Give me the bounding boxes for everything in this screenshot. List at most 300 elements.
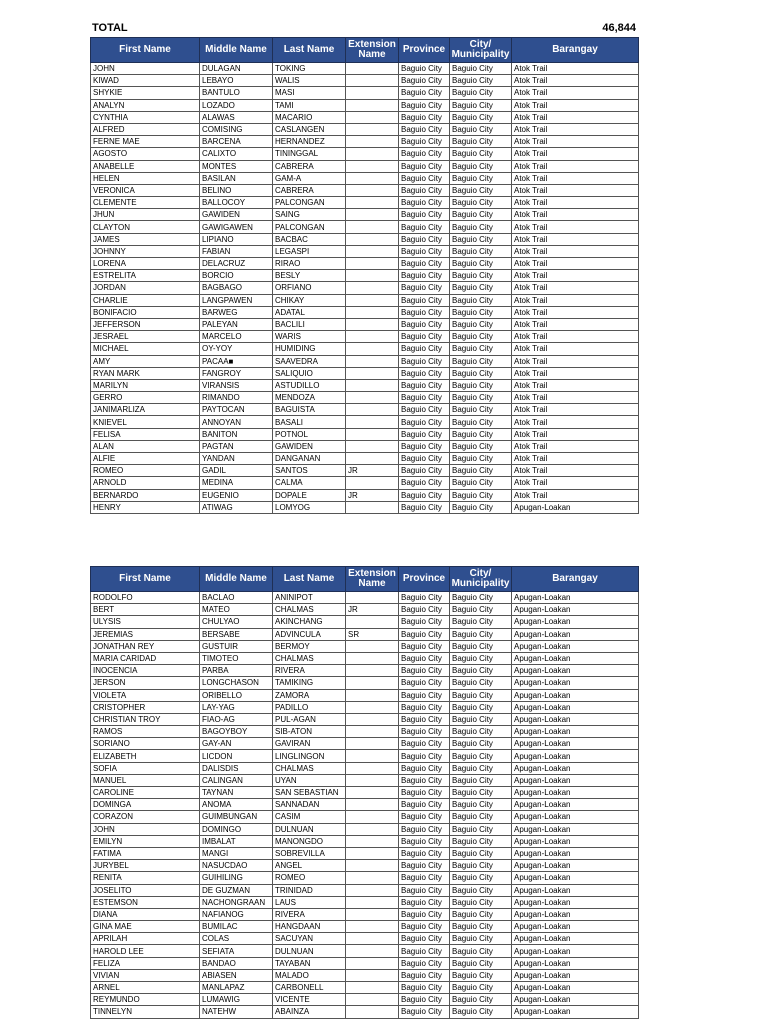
cell-province: Baguio City	[399, 123, 450, 135]
cell-last-name: TININGGAL	[273, 148, 346, 160]
cell-first-name: FATIMA	[91, 847, 200, 859]
cell-middle-name: PALEYAN	[200, 318, 273, 330]
cell-barangay: Apugan-Loakan	[512, 640, 639, 652]
beneficiary-table-2	[90, 566, 639, 1019]
cell-barangay: Apugan-Loakan	[512, 774, 639, 786]
cell-first-name: VIVIAN	[91, 969, 200, 981]
table-row	[91, 689, 639, 701]
cell-first-name: ELIZABETH	[91, 750, 200, 762]
cell-first-name: GINA MAE	[91, 921, 200, 933]
cell-barangay: Atok Trail	[512, 355, 639, 367]
cell-middle-name: MANLAPAZ	[200, 982, 273, 994]
cell-last-name: CHIKAY	[273, 294, 346, 306]
column-header-city-municipality: City/ Municipality	[450, 567, 512, 592]
cell-last-name: WARIS	[273, 331, 346, 343]
cell-province: Baguio City	[399, 628, 450, 640]
cell-middle-name: DOMINGO	[200, 823, 273, 835]
cell-barangay: Atok Trail	[512, 343, 639, 355]
cell-first-name: HENRY	[91, 501, 200, 513]
cell-city-municipality: Baguio City	[450, 184, 512, 196]
cell-barangay: Apugan-Loakan	[512, 701, 639, 713]
cell-province: Baguio City	[399, 379, 450, 391]
cell-province: Baguio City	[399, 652, 450, 664]
cell-extension-name	[346, 209, 399, 221]
table-row	[91, 99, 639, 111]
cell-middle-name: LIPIANO	[200, 233, 273, 245]
table-header	[91, 567, 639, 592]
cell-province: Baguio City	[399, 306, 450, 318]
cell-city-municipality: Baguio City	[450, 872, 512, 884]
cell-extension-name	[346, 343, 399, 355]
cell-extension-name	[346, 355, 399, 367]
cell-first-name: EMILYN	[91, 835, 200, 847]
cell-city-municipality: Baguio City	[450, 665, 512, 677]
cell-first-name: FERNE MAE	[91, 136, 200, 148]
cell-first-name: TINNELYN	[91, 1006, 200, 1018]
cell-extension-name	[346, 774, 399, 786]
cell-barangay: Atok Trail	[512, 136, 639, 148]
cell-barangay: Atok Trail	[512, 367, 639, 379]
cell-first-name: ARNOLD	[91, 477, 200, 489]
cell-middle-name: LONGCHASON	[200, 677, 273, 689]
cell-extension-name	[346, 713, 399, 725]
table-row	[91, 63, 639, 75]
table-row	[91, 465, 639, 477]
cell-middle-name: NATEHW	[200, 1006, 273, 1018]
table-row	[91, 343, 639, 355]
cell-city-municipality: Baguio City	[450, 111, 512, 123]
cell-barangay: Atok Trail	[512, 379, 639, 391]
cell-barangay: Atok Trail	[512, 87, 639, 99]
cell-middle-name: BALLOCOY	[200, 197, 273, 209]
cell-province: Baguio City	[399, 111, 450, 123]
cell-first-name: ARNEL	[91, 982, 200, 994]
table-row	[91, 306, 639, 318]
column-header-middle-name: Middle Name	[200, 38, 273, 63]
cell-first-name: CAROLINE	[91, 787, 200, 799]
cell-last-name: MANONGDO	[273, 835, 346, 847]
table-row	[91, 799, 639, 811]
cell-barangay: Apugan-Loakan	[512, 762, 639, 774]
cell-middle-name: LICDON	[200, 750, 273, 762]
cell-extension-name: JR	[346, 604, 399, 616]
table-row	[91, 245, 639, 257]
cell-extension-name	[346, 367, 399, 379]
table-row	[91, 282, 639, 294]
cell-city-municipality: Baguio City	[450, 209, 512, 221]
cell-province: Baguio City	[399, 872, 450, 884]
table-row	[91, 148, 639, 160]
cell-province: Baguio City	[399, 921, 450, 933]
cell-last-name: WALIS	[273, 75, 346, 87]
cell-barangay: Apugan-Loakan	[512, 957, 639, 969]
cell-province: Baguio City	[399, 392, 450, 404]
cell-city-municipality: Baguio City	[450, 969, 512, 981]
cell-extension-name	[346, 884, 399, 896]
cell-middle-name: GUIHILING	[200, 872, 273, 884]
cell-extension-name	[346, 616, 399, 628]
cell-city-municipality: Baguio City	[450, 835, 512, 847]
cell-first-name: JHUN	[91, 209, 200, 221]
cell-city-municipality: Baguio City	[450, 379, 512, 391]
cell-barangay: Apugan-Loakan	[512, 847, 639, 859]
cell-barangay: Atok Trail	[512, 233, 639, 245]
cell-extension-name	[346, 270, 399, 282]
column-header-extension-name: Extension Name	[346, 38, 399, 63]
cell-first-name: JEFFERSON	[91, 318, 200, 330]
cell-province: Baguio City	[399, 99, 450, 111]
cell-middle-name: BANDAO	[200, 957, 273, 969]
table-row	[91, 933, 639, 945]
cell-extension-name	[346, 294, 399, 306]
cell-middle-name: LOZADO	[200, 99, 273, 111]
cell-province: Baguio City	[399, 477, 450, 489]
cell-extension-name	[346, 957, 399, 969]
table-row	[91, 701, 639, 713]
table-row	[91, 640, 639, 652]
cell-city-municipality: Baguio City	[450, 331, 512, 343]
cell-first-name: VERONICA	[91, 184, 200, 196]
cell-first-name: ESTRELITA	[91, 270, 200, 282]
cell-middle-name: COMISING	[200, 123, 273, 135]
cell-middle-name: TAYNAN	[200, 787, 273, 799]
cell-middle-name: FIAO-AG	[200, 713, 273, 725]
cell-extension-name	[346, 318, 399, 330]
cell-barangay: Apugan-Loakan	[512, 1006, 639, 1018]
cell-extension-name	[346, 160, 399, 172]
cell-barangay: Atok Trail	[512, 245, 639, 257]
cell-barangay: Apugan-Loakan	[512, 652, 639, 664]
cell-last-name: ANGEL	[273, 860, 346, 872]
cell-city-municipality: Baguio City	[450, 1006, 512, 1018]
cell-province: Baguio City	[399, 896, 450, 908]
cell-middle-name: PARBA	[200, 665, 273, 677]
cell-middle-name: BACLAO	[200, 592, 273, 604]
cell-extension-name	[346, 921, 399, 933]
table-row	[91, 945, 639, 957]
cell-city-municipality: Baguio City	[450, 774, 512, 786]
cell-city-municipality: Baguio City	[450, 982, 512, 994]
cell-city-municipality: Baguio City	[450, 428, 512, 440]
table-row	[91, 233, 639, 245]
table-row	[91, 908, 639, 920]
cell-last-name: CASIM	[273, 811, 346, 823]
cell-middle-name: GAY-AN	[200, 738, 273, 750]
cell-last-name: UYAN	[273, 774, 346, 786]
cell-extension-name	[346, 823, 399, 835]
cell-first-name: JOHN	[91, 63, 200, 75]
cell-first-name: MICHAEL	[91, 343, 200, 355]
column-header-first-name: First Name	[91, 567, 200, 592]
cell-barangay: Atok Trail	[512, 209, 639, 221]
column-header-barangay: Barangay	[512, 38, 639, 63]
cell-first-name: JERSON	[91, 677, 200, 689]
cell-barangay: Apugan-Loakan	[512, 994, 639, 1006]
total-row	[90, 22, 638, 36]
cell-extension-name	[346, 75, 399, 87]
cell-barangay: Apugan-Loakan	[512, 738, 639, 750]
cell-first-name: JONATHAN REY	[91, 640, 200, 652]
cell-city-municipality: Baguio City	[450, 945, 512, 957]
cell-last-name: PALCONGAN	[273, 221, 346, 233]
cell-middle-name: DALISDIS	[200, 762, 273, 774]
table-row	[91, 440, 639, 452]
cell-extension-name	[346, 453, 399, 465]
cell-city-municipality: Baguio City	[450, 787, 512, 799]
cell-barangay: Apugan-Loakan	[512, 908, 639, 920]
table-row	[91, 355, 639, 367]
cell-province: Baguio City	[399, 258, 450, 270]
cell-barangay: Apugan-Loakan	[512, 982, 639, 994]
table-row	[91, 258, 639, 270]
cell-extension-name	[346, 860, 399, 872]
table-row	[91, 982, 639, 994]
cell-last-name: GAVIRAN	[273, 738, 346, 750]
cell-middle-name: GUSTUIR	[200, 640, 273, 652]
cell-first-name: JEREMIAS	[91, 628, 200, 640]
cell-extension-name	[346, 440, 399, 452]
beneficiary-table-2-container	[90, 566, 638, 1019]
cell-extension-name	[346, 416, 399, 428]
cell-middle-name: GAWIGAWEN	[200, 221, 273, 233]
total-value: 46,844	[602, 22, 636, 34]
cell-middle-name: MATEO	[200, 604, 273, 616]
cell-extension-name	[346, 245, 399, 257]
cell-city-municipality: Baguio City	[450, 592, 512, 604]
cell-extension-name	[346, 592, 399, 604]
cell-last-name: ABAINZA	[273, 1006, 346, 1018]
cell-province: Baguio City	[399, 1006, 450, 1018]
cell-barangay: Apugan-Loakan	[512, 811, 639, 823]
cell-city-municipality: Baguio City	[450, 640, 512, 652]
cell-middle-name: IMBALAT	[200, 835, 273, 847]
table-row	[91, 713, 639, 725]
cell-first-name: JORDAN	[91, 282, 200, 294]
cell-last-name: MACARIO	[273, 111, 346, 123]
cell-province: Baguio City	[399, 616, 450, 628]
cell-extension-name	[346, 379, 399, 391]
cell-extension-name	[346, 726, 399, 738]
cell-barangay: Atok Trail	[512, 184, 639, 196]
cell-city-municipality: Baguio City	[450, 884, 512, 896]
column-header-barangay: Barangay	[512, 567, 639, 592]
cell-barangay: Atok Trail	[512, 477, 639, 489]
cell-last-name: CASLANGEN	[273, 123, 346, 135]
cell-province: Baguio City	[399, 428, 450, 440]
cell-province: Baguio City	[399, 994, 450, 1006]
cell-middle-name: ANNOYAN	[200, 416, 273, 428]
cell-city-municipality: Baguio City	[450, 726, 512, 738]
cell-last-name: VICENTE	[273, 994, 346, 1006]
cell-barangay: Apugan-Loakan	[512, 677, 639, 689]
table-row	[91, 1006, 639, 1018]
cell-last-name: LINGLINGON	[273, 750, 346, 762]
cell-province: Baguio City	[399, 87, 450, 99]
cell-city-municipality: Baguio City	[450, 701, 512, 713]
cell-province: Baguio City	[399, 318, 450, 330]
cell-middle-name: BANTULO	[200, 87, 273, 99]
cell-last-name: SALIQUIO	[273, 367, 346, 379]
cell-last-name: CABRERA	[273, 160, 346, 172]
cell-last-name: DULNUAN	[273, 945, 346, 957]
cell-middle-name: RIMANDO	[200, 392, 273, 404]
cell-barangay: Atok Trail	[512, 392, 639, 404]
cell-province: Baguio City	[399, 489, 450, 501]
cell-first-name: ROMEO	[91, 465, 200, 477]
cell-province: Baguio City	[399, 270, 450, 282]
cell-first-name: CRISTOPHER	[91, 701, 200, 713]
table-row	[91, 111, 639, 123]
cell-province: Baguio City	[399, 726, 450, 738]
cell-last-name: SANNADAN	[273, 799, 346, 811]
cell-barangay: Apugan-Loakan	[512, 884, 639, 896]
cell-last-name: HERNANDEZ	[273, 136, 346, 148]
cell-city-municipality: Baguio City	[450, 392, 512, 404]
cell-province: Baguio City	[399, 908, 450, 920]
cell-first-name: RAMOS	[91, 726, 200, 738]
table-row	[91, 592, 639, 604]
cell-last-name: AKINCHANG	[273, 616, 346, 628]
cell-province: Baguio City	[399, 197, 450, 209]
cell-city-municipality: Baguio City	[450, 908, 512, 920]
cell-last-name: DULNUAN	[273, 823, 346, 835]
cell-last-name: ADVINCULA	[273, 628, 346, 640]
table-row	[91, 860, 639, 872]
cell-last-name: PADILLO	[273, 701, 346, 713]
cell-extension-name	[346, 197, 399, 209]
cell-extension-name	[346, 1006, 399, 1018]
cell-extension-name	[346, 136, 399, 148]
cell-city-municipality: Baguio City	[450, 921, 512, 933]
cell-barangay: Atok Trail	[512, 160, 639, 172]
cell-extension-name	[346, 404, 399, 416]
cell-city-municipality: Baguio City	[450, 160, 512, 172]
cell-last-name: BESLY	[273, 270, 346, 282]
cell-barangay: Atok Trail	[512, 123, 639, 135]
table-row	[91, 823, 639, 835]
cell-last-name: ROMEO	[273, 872, 346, 884]
table-row	[91, 428, 639, 440]
table-row	[91, 896, 639, 908]
cell-barangay: Atok Trail	[512, 63, 639, 75]
cell-barangay: Atok Trail	[512, 197, 639, 209]
table-header	[91, 38, 639, 63]
cell-province: Baguio City	[399, 701, 450, 713]
cell-last-name: ZAMORA	[273, 689, 346, 701]
table-row	[91, 616, 639, 628]
cell-province: Baguio City	[399, 592, 450, 604]
cell-middle-name: CHULYAO	[200, 616, 273, 628]
cell-barangay: Atok Trail	[512, 440, 639, 452]
table-row	[91, 477, 639, 489]
cell-extension-name	[346, 908, 399, 920]
table-row	[91, 75, 639, 87]
cell-first-name: ALAN	[91, 440, 200, 452]
cell-city-municipality: Baguio City	[450, 404, 512, 416]
cell-province: Baguio City	[399, 465, 450, 477]
cell-first-name: AGOSTO	[91, 148, 200, 160]
cell-first-name: BERT	[91, 604, 200, 616]
cell-first-name: JANIMARLIZA	[91, 404, 200, 416]
cell-province: Baguio City	[399, 148, 450, 160]
cell-city-municipality: Baguio City	[450, 811, 512, 823]
column-header-province: Province	[399, 38, 450, 63]
cell-extension-name	[346, 896, 399, 908]
total-label: TOTAL	[92, 22, 128, 34]
cell-middle-name: BARCENA	[200, 136, 273, 148]
cell-barangay: Atok Trail	[512, 148, 639, 160]
cell-extension-name	[346, 99, 399, 111]
cell-province: Baguio City	[399, 282, 450, 294]
cell-last-name: BERMOY	[273, 640, 346, 652]
cell-middle-name: COLAS	[200, 933, 273, 945]
cell-city-municipality: Baguio City	[450, 87, 512, 99]
cell-last-name: HANGDAAN	[273, 921, 346, 933]
cell-first-name: CLEMENTE	[91, 197, 200, 209]
cell-province: Baguio City	[399, 294, 450, 306]
cell-province: Baguio City	[399, 331, 450, 343]
cell-city-municipality: Baguio City	[450, 136, 512, 148]
cell-first-name: BERNARDO	[91, 489, 200, 501]
cell-first-name: ESTEMSON	[91, 896, 200, 908]
cell-barangay: Atok Trail	[512, 428, 639, 440]
cell-middle-name: MANGI	[200, 847, 273, 859]
cell-first-name: RENITA	[91, 872, 200, 884]
cell-barangay: Atok Trail	[512, 221, 639, 233]
cell-first-name: MARILYN	[91, 379, 200, 391]
cell-middle-name: EUGENIO	[200, 489, 273, 501]
column-header-last-name: Last Name	[273, 38, 346, 63]
cell-middle-name: MONTES	[200, 160, 273, 172]
cell-middle-name: MARCELO	[200, 331, 273, 343]
cell-first-name: INOCENCIA	[91, 665, 200, 677]
cell-city-municipality: Baguio City	[450, 270, 512, 282]
cell-last-name: CARBONELL	[273, 982, 346, 994]
table-row	[91, 270, 639, 282]
table-row	[91, 604, 639, 616]
cell-city-municipality: Baguio City	[450, 489, 512, 501]
cell-province: Baguio City	[399, 604, 450, 616]
cell-first-name: ANABELLE	[91, 160, 200, 172]
cell-barangay: Apugan-Loakan	[512, 872, 639, 884]
cell-province: Baguio City	[399, 209, 450, 221]
cell-barangay: Atok Trail	[512, 489, 639, 501]
cell-province: Baguio City	[399, 750, 450, 762]
column-header-middle-name: Middle Name	[200, 567, 273, 592]
cell-city-municipality: Baguio City	[450, 896, 512, 908]
cell-last-name: GAM-A	[273, 172, 346, 184]
cell-extension-name	[346, 428, 399, 440]
cell-extension-name	[346, 87, 399, 99]
cell-middle-name: GUIMBUNGAN	[200, 811, 273, 823]
cell-barangay: Atok Trail	[512, 111, 639, 123]
cell-barangay: Apugan-Loakan	[512, 921, 639, 933]
cell-barangay: Apugan-Loakan	[512, 896, 639, 908]
cell-city-municipality: Baguio City	[450, 860, 512, 872]
cell-last-name: SAAVEDRA	[273, 355, 346, 367]
cell-middle-name: GADIL	[200, 465, 273, 477]
cell-first-name: HELEN	[91, 172, 200, 184]
column-header-first-name: First Name	[91, 38, 200, 63]
cell-first-name: JOHNNY	[91, 245, 200, 257]
cell-city-municipality: Baguio City	[450, 957, 512, 969]
cell-barangay: Atok Trail	[512, 453, 639, 465]
cell-province: Baguio City	[399, 823, 450, 835]
cell-barangay: Atok Trail	[512, 331, 639, 343]
cell-first-name: VIOLETA	[91, 689, 200, 701]
cell-last-name: PALCONGAN	[273, 197, 346, 209]
cell-first-name: KIWAD	[91, 75, 200, 87]
